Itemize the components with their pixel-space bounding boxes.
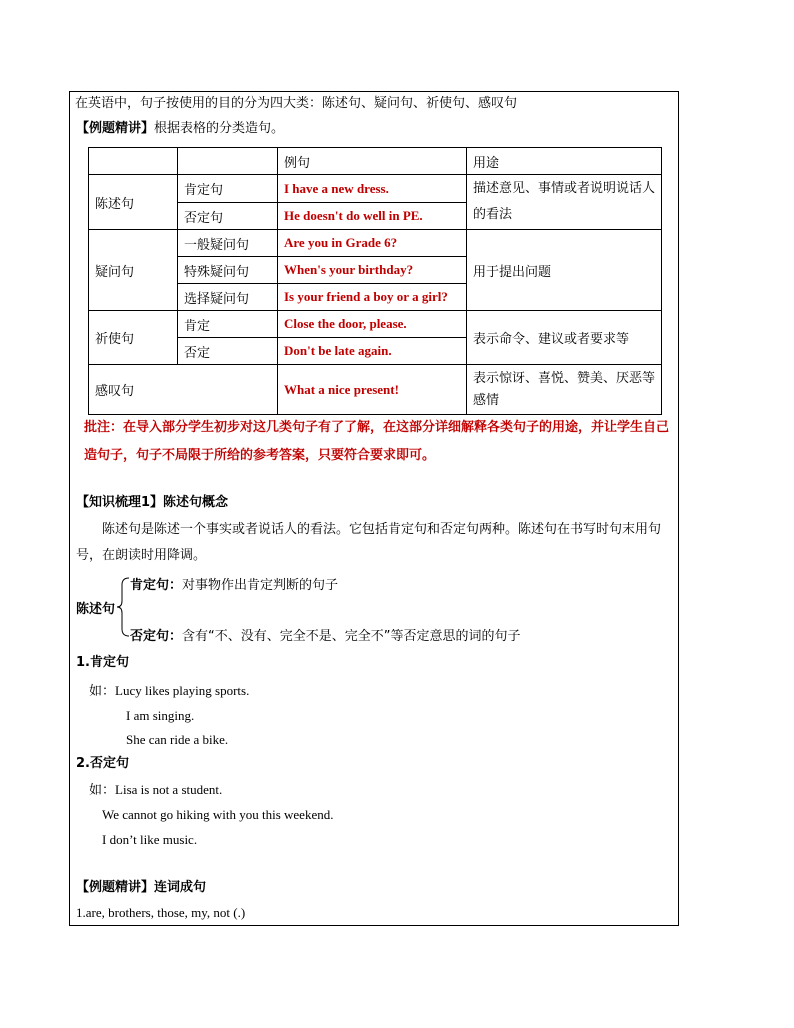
header-cell-empty-1	[89, 148, 178, 175]
example-sentence: Lisa is not a student.	[115, 782, 223, 797]
example-sentence: Lucy likes playing sports.	[115, 683, 250, 698]
example-cell: He doesn't do well in PE.	[278, 203, 467, 230]
brace-icon	[116, 577, 130, 637]
table-row	[89, 311, 662, 338]
example-sentence: I don’t like music.	[102, 832, 198, 847]
affirmative-branch	[130, 578, 338, 594]
table-row	[89, 230, 662, 257]
example-cell: Don't be late again.	[278, 338, 467, 365]
example-cell: Are you in Grade 6?	[278, 230, 467, 257]
knowledge-title: 【知识梳理1】陈述句概念	[76, 495, 229, 510]
negative-label: 否定句：	[130, 629, 183, 644]
affirmative-definition: 对事物作出肯定判断的句子	[182, 578, 339, 593]
example-sentence: She can ride a bike.	[126, 732, 229, 747]
type-cell: 肯定句	[178, 175, 278, 203]
list-item	[89, 683, 249, 700]
usage-imperative: 表示命令、建议或者要求等	[467, 311, 662, 365]
category-interrogative: 疑问句	[89, 230, 178, 311]
category-imperative: 祈使句	[89, 311, 178, 365]
type-cell: 否定	[178, 338, 278, 365]
usage-declarative: 描述意见、事情或者说明说话人的看法	[467, 175, 662, 230]
type-cell: 肯定	[178, 311, 278, 338]
type-cell: 特殊疑问句	[178, 257, 278, 284]
example-sentence: We cannot go hiking with you this weekend.	[102, 807, 334, 822]
exercise-heading	[76, 880, 206, 896]
example-lead: 如：	[89, 684, 116, 699]
header-usage: 用途	[467, 148, 662, 175]
type-cell: 一般疑问句	[178, 230, 278, 257]
usage-exclamatory: 表示惊讶、喜悦、赞美、厌恶等感情	[467, 365, 662, 415]
example-cell: I have a new dress.	[278, 175, 467, 203]
table-header-row	[89, 148, 662, 175]
intro-text: 在英语中，句子按使用的目的分为四大类：陈述句、疑问句、祈使句、感叹句	[75, 96, 518, 111]
negative-branch	[130, 629, 521, 645]
exercise-title: 连词成句	[154, 880, 207, 895]
table-row	[89, 365, 662, 415]
affirmative-heading: 1.肯定句	[76, 655, 129, 670]
statement-root-label: 陈述句	[76, 602, 116, 617]
category-declarative: 陈述句	[89, 175, 178, 230]
affirmative-label: 肯定句：	[130, 578, 183, 593]
table-row	[89, 175, 662, 203]
example-lead: 如：	[89, 783, 116, 798]
knowledge-paragraph: 陈述句是陈述一个事实或者说话人的看法。它包括肯定句和否定句两种。陈述句在书写时句末用句号，在朗读时用降调。	[76, 522, 662, 563]
teacher-note: 批注：在导入部分学生初步对这几类句子有了了解，在这部分详细解释各类句子的用途，并让学生自己造句子，句子不局限于所给的参考答案，只要符合要求即可。	[84, 420, 670, 463]
type-cell: 否定句	[178, 203, 278, 230]
example-instruction: 根据表格的分类造句。	[154, 121, 285, 136]
usage-interrogative: 用于提出问题	[467, 230, 662, 311]
type-cell: 选择疑问句	[178, 284, 278, 311]
example-cell: Close the door, please.	[278, 311, 467, 338]
negative-heading: 2.否定句	[76, 756, 129, 771]
example-cell: When's your birthday?	[278, 257, 467, 284]
exercise-item: 1.are, brothers, those, my, not (.)	[76, 905, 246, 920]
sentence-type-table	[88, 147, 662, 415]
exercise-tag: 【例题精讲】	[76, 880, 155, 895]
list-item	[89, 782, 222, 799]
example-cell: What a nice present!	[278, 365, 467, 415]
header-example: 例句	[278, 148, 467, 175]
example-sentence: I am singing.	[126, 708, 195, 723]
example-heading	[76, 121, 284, 137]
negative-definition: 含有“不、没有、完全不是、完全不”等否定意思的词的句子	[182, 629, 521, 644]
header-cell-empty-2	[178, 148, 278, 175]
example-cell: Is your friend a boy or a girl?	[278, 284, 467, 311]
example-tag: 【例题精讲】	[76, 121, 155, 136]
category-exclamatory: 感叹句	[89, 365, 278, 415]
